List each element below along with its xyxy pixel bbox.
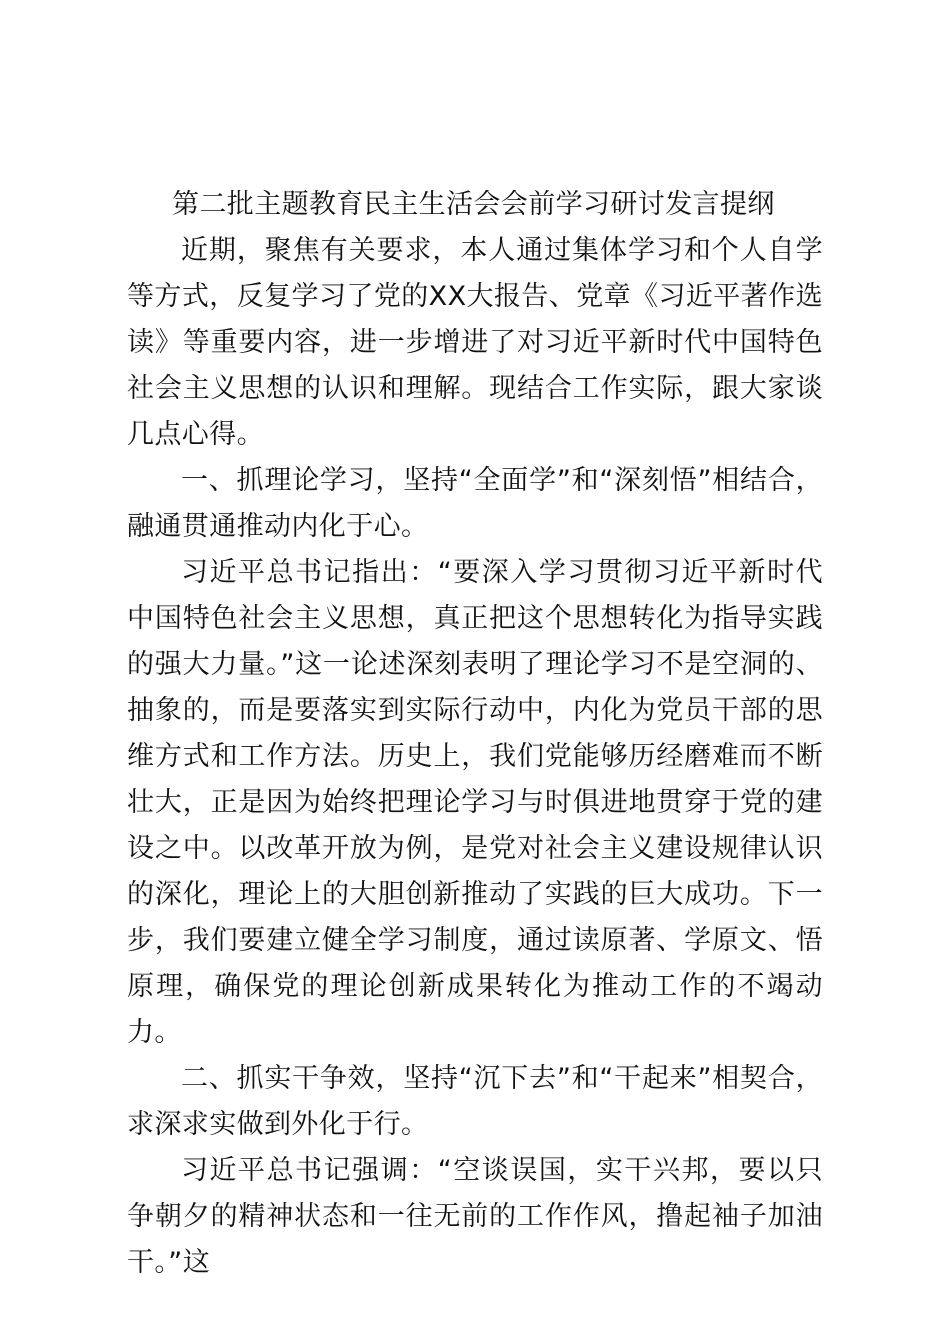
section-1-paragraph: 习近平总书记指出：“要深入学习贯彻习近平新时代中国特色社会主义思想，真正把这个思想转化为指导实践的强大力量。”这一论述深刻表明了理论学习不是空洞的、抽象的，而是要落实到实际行动中，内化为党员干部的思维方式和工作方法。历史上，我们党能够历经磨难而不断壮大，正是因为始终把理论学习与时俱进地贯穿于党的建设之中。以改革开放为例，是党对社会主义建设规律认识的深化，理论上的大胆创新推动了实践的巨大成功。下一步，我们要建立健全学习制度，通过读原著、学原文、悟原理，确保党的理论创新成果转化为推动工作的不竭动力。 [127, 557, 823, 1048]
section-heading-1: 一、抓理论学习，坚持“全面学”和“深刻悟”相结合，融通贯通推动内化于心。 [127, 465, 823, 542]
document-body [127, 182, 823, 1286]
section-heading-2: 二、抓实干争效，坚持“沉下去”和“干起来”相契合，求深求实做到外化于行。 [127, 1063, 823, 1140]
document-title: 第二批主题教育民主生活会会前学习研讨发言提纲 [172, 189, 775, 220]
intro-paragraph: 近期，聚焦有关要求，本人通过集体学习和个人自学等方式，反复学习了党的XX大报告、党章《习近平著作选读》等重要内容，进一步增进了对习近平新时代中国特色社会主义思想的认识和理解。现结合工作实际，跟大家谈几点心得。 [127, 235, 823, 450]
section-2-paragraph: 习近平总书记强调：“空谈误国，实干兴邦，要以只争朝夕的精神状态和一往无前的工作作风，撸起袖子加油干。”这 [127, 1155, 823, 1278]
